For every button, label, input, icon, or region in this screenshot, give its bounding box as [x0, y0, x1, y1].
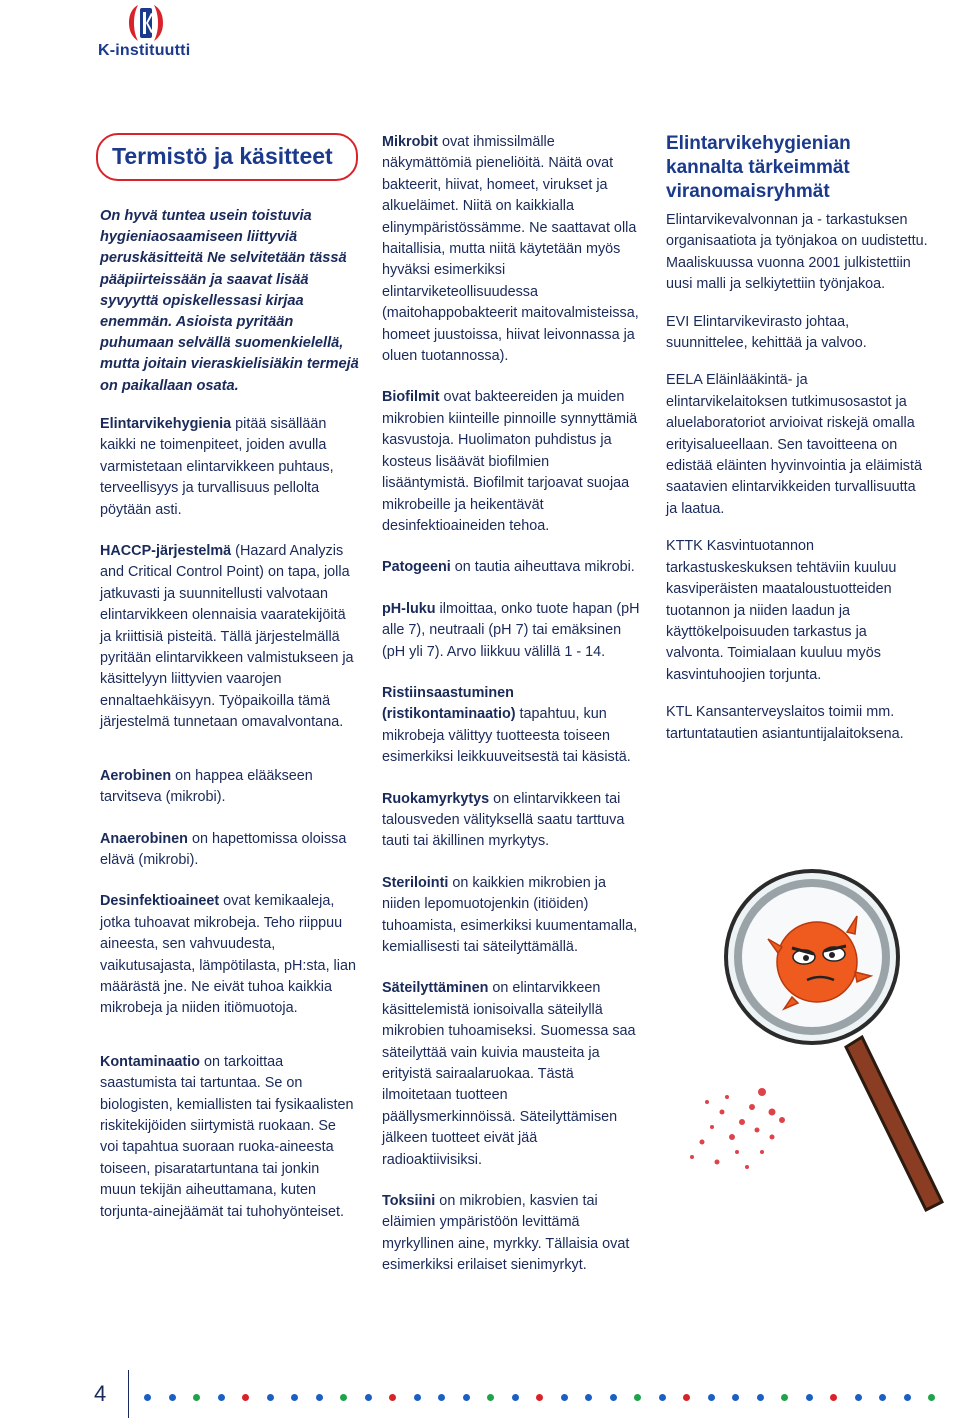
definition: on kaikkien mikrobien ja niiden lepomuotojenkin (itiöiden) tuhoamista, esimerkiksi kuumentamalla, kemiallisesti tai säteilyttämällä. [382, 874, 638, 955]
term-paragraph [100, 1052, 358, 1223]
footer-dot [267, 1394, 274, 1401]
authority-paragraph: KTTK Kasvintuotannon tarkastuskeskuksen tehtäviin kuuluu kasviperäisten maataloustuotteiden tuotannon ja niiden laadun ja käyttökelpoisuuden tarkastus ja valvonta. Toimialaan kuuluu myös kasvintuhoojien torjunta. [666, 538, 897, 683]
column-3 [666, 132, 928, 761]
term: Ristiinsaastuminen (ristikontaminaatio) [382, 684, 516, 723]
footer-dot [463, 1394, 470, 1401]
footer-dot [806, 1394, 813, 1401]
footer-dot [855, 1394, 862, 1401]
definition: ovat kemikaaleja, jotka tuhoavat mikrobeja. Teho riippuu aineesta, sen vahvuudesta, vaikutusajasta, lämpötilasta, pH:sta, lian määrästä jne. Ne eivät tuhoa kaikkia mikrobeja ja niiden itiömuotoja. [100, 893, 356, 1017]
footer-dot [610, 1394, 617, 1401]
footer-dot [242, 1394, 249, 1401]
definition: on tarkoittaa saastumista tai tartuntaa. Se on biologisten, kemiallisten tai fysikaalisten riskitekijöiden siirtymistä ruokaan. Se voi tapahtua suoraan ruoka-aineesta toiseen, pisaratartuntana tai jonkin muun tekijän aiheuttamana, kuten torjunta-ainejäämät tai tuhohyönteiset. [100, 1053, 354, 1220]
footer-dot [757, 1394, 764, 1401]
term-paragraph [100, 541, 358, 734]
footer-dot [438, 1394, 445, 1401]
term-paragraph [382, 557, 640, 578]
footer-dot [781, 1394, 788, 1401]
definition: ilmoittaa, onko tuote hapan (pH alle 7), neutraali (pH 7) tai emäksinen (pH yli 7). Arvo liikkuu välillä 1 - 14. [382, 600, 640, 660]
term-paragraph [382, 599, 640, 663]
term: Mikrobit [382, 134, 438, 150]
definition: on elintarvikkeen tai talousveden välityksellä saatu tarttuva tauti tai äkillinen myrkytys. [382, 790, 625, 850]
brand-name: K-instituutti [98, 42, 191, 59]
footer-dot [291, 1394, 298, 1401]
footer-dot [218, 1394, 225, 1401]
term: Elintarvikehygienia [100, 416, 232, 432]
authority-paragraph: Elintarvikevalvonnan ja - tarkastuksen organisaatiota ja työnjakoa on uudistettu. Maaliskuussa vuonna 2001 julkistettiin uusi malli ja selkiytettiin työnjakoa. [666, 212, 928, 293]
footer-dot [414, 1394, 421, 1401]
footer-dot [389, 1394, 396, 1401]
term-paragraph [382, 683, 640, 769]
footer-dot [683, 1394, 690, 1401]
footer-dot [193, 1394, 200, 1401]
term: HACCP-järjestelmä [100, 543, 232, 560]
definition: on happea elääkseen tarvitseva (mikrobi). [100, 767, 313, 806]
term-paragraph [382, 789, 640, 853]
footer-dot [561, 1394, 568, 1401]
footer-dot [536, 1394, 543, 1401]
definition: on hapettomissa oloissa elävä (mikrobi). [100, 830, 347, 868]
term: Anaerobinen [100, 830, 188, 847]
definition: ovat bakteereiden ja muiden mikrobien kiinteille pinnoille synnyttämiä kasvustoja. Huolimaton puhdistus ja kosteus lisäävät biofilmien lisääntymistä. Biofilmit tarjoavat suojaa mikrobeille ja heikentävät desinfektioaineiden tehoa. [382, 389, 638, 534]
term: Desinfektioaineet [100, 893, 220, 910]
term: Ruokamyrkytys [382, 790, 490, 807]
column-2 [382, 132, 640, 1297]
footer-dot [512, 1394, 519, 1401]
k-instituutti-logo [98, 4, 198, 64]
title-box [96, 133, 358, 181]
column-1 [100, 414, 358, 1243]
definition: (Hazard Analyzis and Critical Control Point) on tapa, jolla jatkuvasti ja suunnitellusti valvotaan elintarvikkeen olennaisia vaaratekijöitä ja kriittisiä pisteitä. Tällä järjestelmällä pyritään elintarvikkeen valmistukseen ja käsittelyyn liittyvien vaarojen ennaltaehkäisyyn. Työpaikoilla tämä järjestelmä tunnetaan omavalvontana. [100, 543, 354, 731]
footer-dot-row [144, 1394, 960, 1404]
footer-dot [732, 1394, 739, 1401]
footer-dot [904, 1394, 911, 1401]
footer-dot [659, 1394, 666, 1401]
footer-dot [928, 1394, 935, 1401]
k-logo-icon [128, 4, 164, 42]
term-paragraph [382, 387, 640, 537]
definition: ovat ihmissilmälle näkymättömiä pieneliöitä. Näitä ovat bakteerit, hiivat, homeet, virukset ja alkueläimet. Niitä on kaikkialla elinympäristössämme. Ne saattavat olla haitallisia, mutta niitä käytetään myös hyväksi esimerkiksi elintarviketeollisuudessa (maitohappobakteerit maitovalmisteissa, homeet juustoissa, hiivat leivonnassa ja oluen tuotannossa). [382, 134, 639, 365]
term: Sterilointi [382, 874, 449, 891]
term-paragraph [382, 132, 640, 367]
footer-dot [634, 1394, 641, 1401]
footer-dot [585, 1394, 592, 1401]
footer-dot [144, 1394, 151, 1401]
page-number-divider [128, 1370, 137, 1418]
footer-dot [365, 1394, 372, 1401]
footer-dot [487, 1394, 494, 1401]
authority-paragraph: EELA Eläinlääkintä- ja elintarvikelaitoksen tutkimusosastot ja aluelaboratoriot arvioivat riskejä omalla erityisalueellaan. Sen tavoitteena on edistää eläinten hyvinvointia ja eläimistä saatavien elintarvikkeiden turvallisuutta ja laatua. [666, 372, 922, 517]
authority-paragraph: EVI Elintarvikevirasto johtaa, suunnittelee, kehittää ja valvoo. [666, 313, 867, 352]
footer-dot [316, 1394, 323, 1401]
definition: pitää sisällään kaikki ne toimenpiteet, joiden avulla varmistetaan elintarvikkeen puhtaus, terveellisyys ja turvallisuus pellolta pöytään asti. [100, 416, 334, 518]
term: Toksiini [382, 1193, 436, 1210]
term-paragraph [382, 873, 640, 959]
definition: on elintarvikkeen käsittelemistä ionisoivalla säteilyllä mikrobien tuhoamiseksi. Suomessa saa säteilyttää vain kuivia mausteita ja erityistä sairaalaruokaa. Tästä ilmoitetaan tuotteen päällysmerkinnöissä. Säteilyttämisen jälkeen tuotteet eivät jää radioaktiivisiksi. [382, 980, 636, 1168]
term: Kontaminaatio [100, 1053, 200, 1070]
term: Aerobinen [100, 767, 172, 784]
term-paragraph [382, 978, 640, 1171]
definition: on mikrobien, kasvien tai eläimien ympäristöön levittämä myrkyllinen aine, myrkky. Tällaisia ovat esimerkiksi erilaiset sienimyrkyt. [382, 1193, 630, 1274]
magnifier-microbe-icon [612, 862, 960, 1222]
footer-dot [340, 1394, 347, 1401]
intro-text: On hyvä tuntea usein toistuvia hygieniaosaamiseen liittyviä peruskäsitteitä Ne selvitetään tässä pääpiirteissään ja saavat lisää syvyyttä opiskellessasi kirjaa enemmän. Asioista pyritään puhumaan selvällä suomenkielellä, mutta joitain vieraskielisiäkin termejä on paikallaan osata. [100, 208, 359, 394]
page-title: Termistö ja käsitteet [112, 143, 333, 169]
term-paragraph [100, 766, 358, 809]
term-paragraph [100, 891, 358, 1019]
authority-paragraph: KTL Kansanterveyslaitos toimii mm. tartuntatautien asiantuntijalaitoksena. [666, 704, 904, 742]
footer-dot [169, 1394, 176, 1401]
term: Biofilmit [382, 389, 440, 406]
term: Säteilyttäminen [382, 980, 489, 997]
footer-dot [879, 1394, 886, 1401]
authorities-heading: Elintarvikehygienian kannalta tärkeimmät viranomaisryhmät [666, 133, 851, 202]
page-number: 4 [94, 1381, 107, 1406]
term: Patogeeni [382, 559, 451, 576]
footer-dot [708, 1394, 715, 1401]
term-paragraph [100, 414, 358, 521]
term-paragraph [382, 1191, 640, 1277]
term: pH-luku [382, 600, 436, 617]
term-paragraph [100, 829, 358, 872]
footer-dot [830, 1394, 837, 1401]
definition: tapahtuu, kun mikrobeja välittyy tuotteesta toiseen esimerkiksi leikkuuveitsestä tai käsistä. [382, 706, 631, 766]
definition: on tautia aiheuttava mikrobi. [450, 559, 635, 576]
